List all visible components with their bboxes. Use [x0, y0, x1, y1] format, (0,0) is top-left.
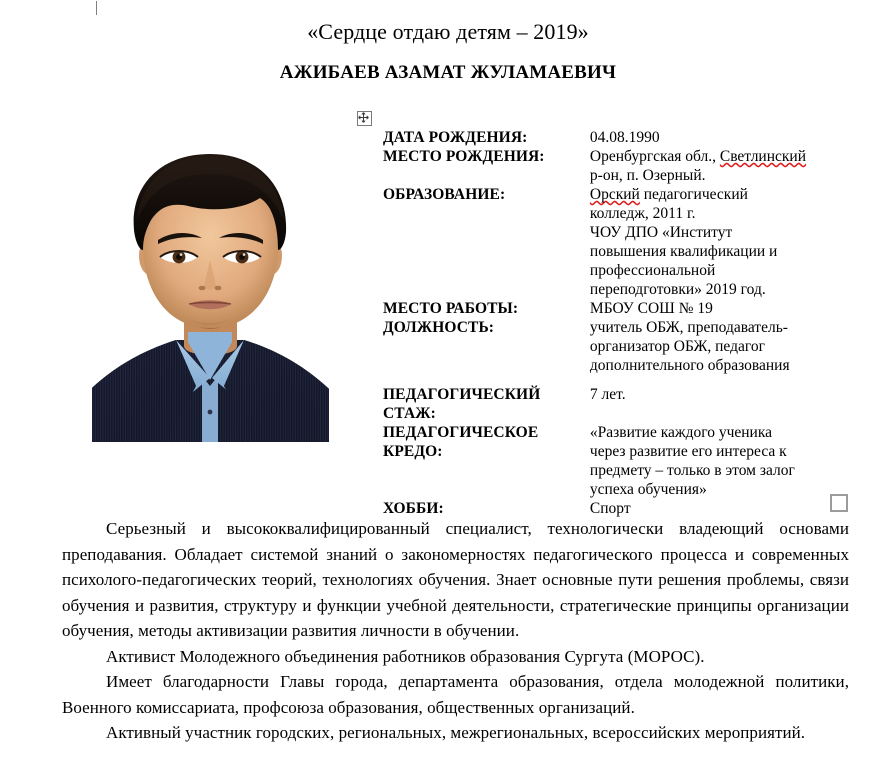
- paragraph-profile: Серьезный и высококвалифицированный специалист, технологически владеющий основами преподавания. Обладает системой знаний о закономерностях педагогического процесса и современных психолого-педагогических теорий, технологиях обучения. Знает основные пути решения проблемы, связи обучения и развития, структуру и функции учебной деятельности, стратегические принципы организации обучения, методы активизации развития личности в обучении.: [62, 519, 849, 640]
- value-line: переподготовки» 2019 год.: [589, 281, 766, 298]
- body-text-block: [62, 516, 849, 746]
- table-row: [383, 385, 848, 423]
- value-line: колледж, 2011 г.: [589, 205, 696, 222]
- value-line: дополнительного образования: [589, 357, 790, 374]
- info-label-education: ОБРАЗОВАНИЕ:: [383, 186, 506, 203]
- info-value-birthplace: [590, 147, 848, 185]
- personal-info-table-body: [383, 128, 848, 518]
- value-line: через развитие его интереса к: [589, 443, 787, 460]
- value-text: педагогический: [639, 186, 748, 203]
- value-line: 04.08.1990: [589, 129, 660, 146]
- value-line: успеха обучения»: [589, 481, 707, 498]
- info-value-birthdate: [590, 128, 848, 147]
- info-value-position: [590, 318, 848, 375]
- value-line: р-он, п. Озерный.: [589, 167, 706, 184]
- info-label-workplace: МЕСТО РАБОТЫ:: [383, 300, 519, 317]
- value-line: ЧОУ ДПО «Институт: [589, 224, 733, 241]
- page-title: «Сердце отдаю детям – 2019»: [307, 19, 589, 44]
- info-label-position: ДОЛЖНОСТЬ:: [383, 319, 495, 336]
- label-line: ПЕДАГОГИЧЕСКОЕ: [383, 424, 539, 441]
- margin-tick-marker: [96, 1, 97, 15]
- paragraph-activist: Активист Молодежного объединения работников образования Сургута (МОРОС).: [106, 646, 705, 666]
- label-line: СТАЖ:: [383, 405, 436, 422]
- personal-info-table: [383, 128, 848, 518]
- info-value-education: [590, 185, 848, 299]
- portrait-photo[interactable]: [92, 128, 329, 442]
- value-line: [590, 147, 848, 166]
- table-spacer-row: [383, 375, 848, 385]
- value-line: Спорт: [589, 500, 631, 517]
- info-label-birthplace: МЕСТО РОЖДЕНИЯ:: [383, 148, 545, 165]
- value-line: «Развитие каждого ученика: [589, 424, 773, 441]
- value-text: Оренбургская обл.,: [589, 148, 720, 165]
- object-anchor-square-icon[interactable]: [830, 494, 848, 512]
- value-line: [590, 185, 848, 204]
- info-value-teaching-experience: [590, 385, 848, 423]
- info-label-teaching-experience: [383, 385, 590, 423]
- move-cross-icon: [358, 112, 369, 123]
- value-line: профессиональной: [589, 262, 716, 279]
- table-row: [383, 423, 848, 499]
- label-line: КРЕДО:: [383, 443, 443, 460]
- label-line: ПЕДАГОГИЧЕСКИЙ: [383, 386, 541, 403]
- table-row: [383, 147, 848, 185]
- info-value-workplace: [590, 299, 848, 318]
- table-row: [383, 128, 848, 147]
- table-row: [383, 318, 848, 375]
- spell-error-word: Орский: [589, 186, 640, 203]
- table-move-handle[interactable]: [357, 111, 372, 126]
- value-line: учитель ОБЖ, преподаватель-: [589, 319, 788, 336]
- value-line: 7 лет.: [589, 386, 626, 403]
- info-label-hobby: ХОББИ:: [383, 500, 444, 517]
- info-label-birthdate: ДАТА РОЖДЕНИЯ:: [383, 129, 528, 146]
- info-value-teaching-credo: [590, 423, 848, 499]
- spell-error-word: Светлинский: [719, 148, 807, 165]
- value-line: МБОУ СОШ № 19: [589, 300, 713, 317]
- value-line: повышения квалификации и: [589, 243, 778, 260]
- portrait-photo-image: [92, 128, 329, 442]
- value-line: организатор ОБЖ, педагог: [589, 338, 765, 355]
- person-name-heading: АЖИБАЕВ АЗАМАТ ЖУЛАМАЕВИЧ: [279, 62, 617, 83]
- paragraph-events: Активный участник городских, региональных, межрегиональных, всероссийских мероприятий.: [106, 723, 806, 742]
- info-label-teaching-credo: [383, 423, 590, 499]
- table-row: [383, 185, 848, 299]
- paragraph-awards: Имеет благодарности Главы города, департамента образования, отдела молодежной политики, Военного комиссариата, профсоюза образования, общественных организаций.: [62, 672, 849, 717]
- table-row: [383, 299, 848, 318]
- value-line: предмету – только в этом залог: [589, 462, 795, 479]
